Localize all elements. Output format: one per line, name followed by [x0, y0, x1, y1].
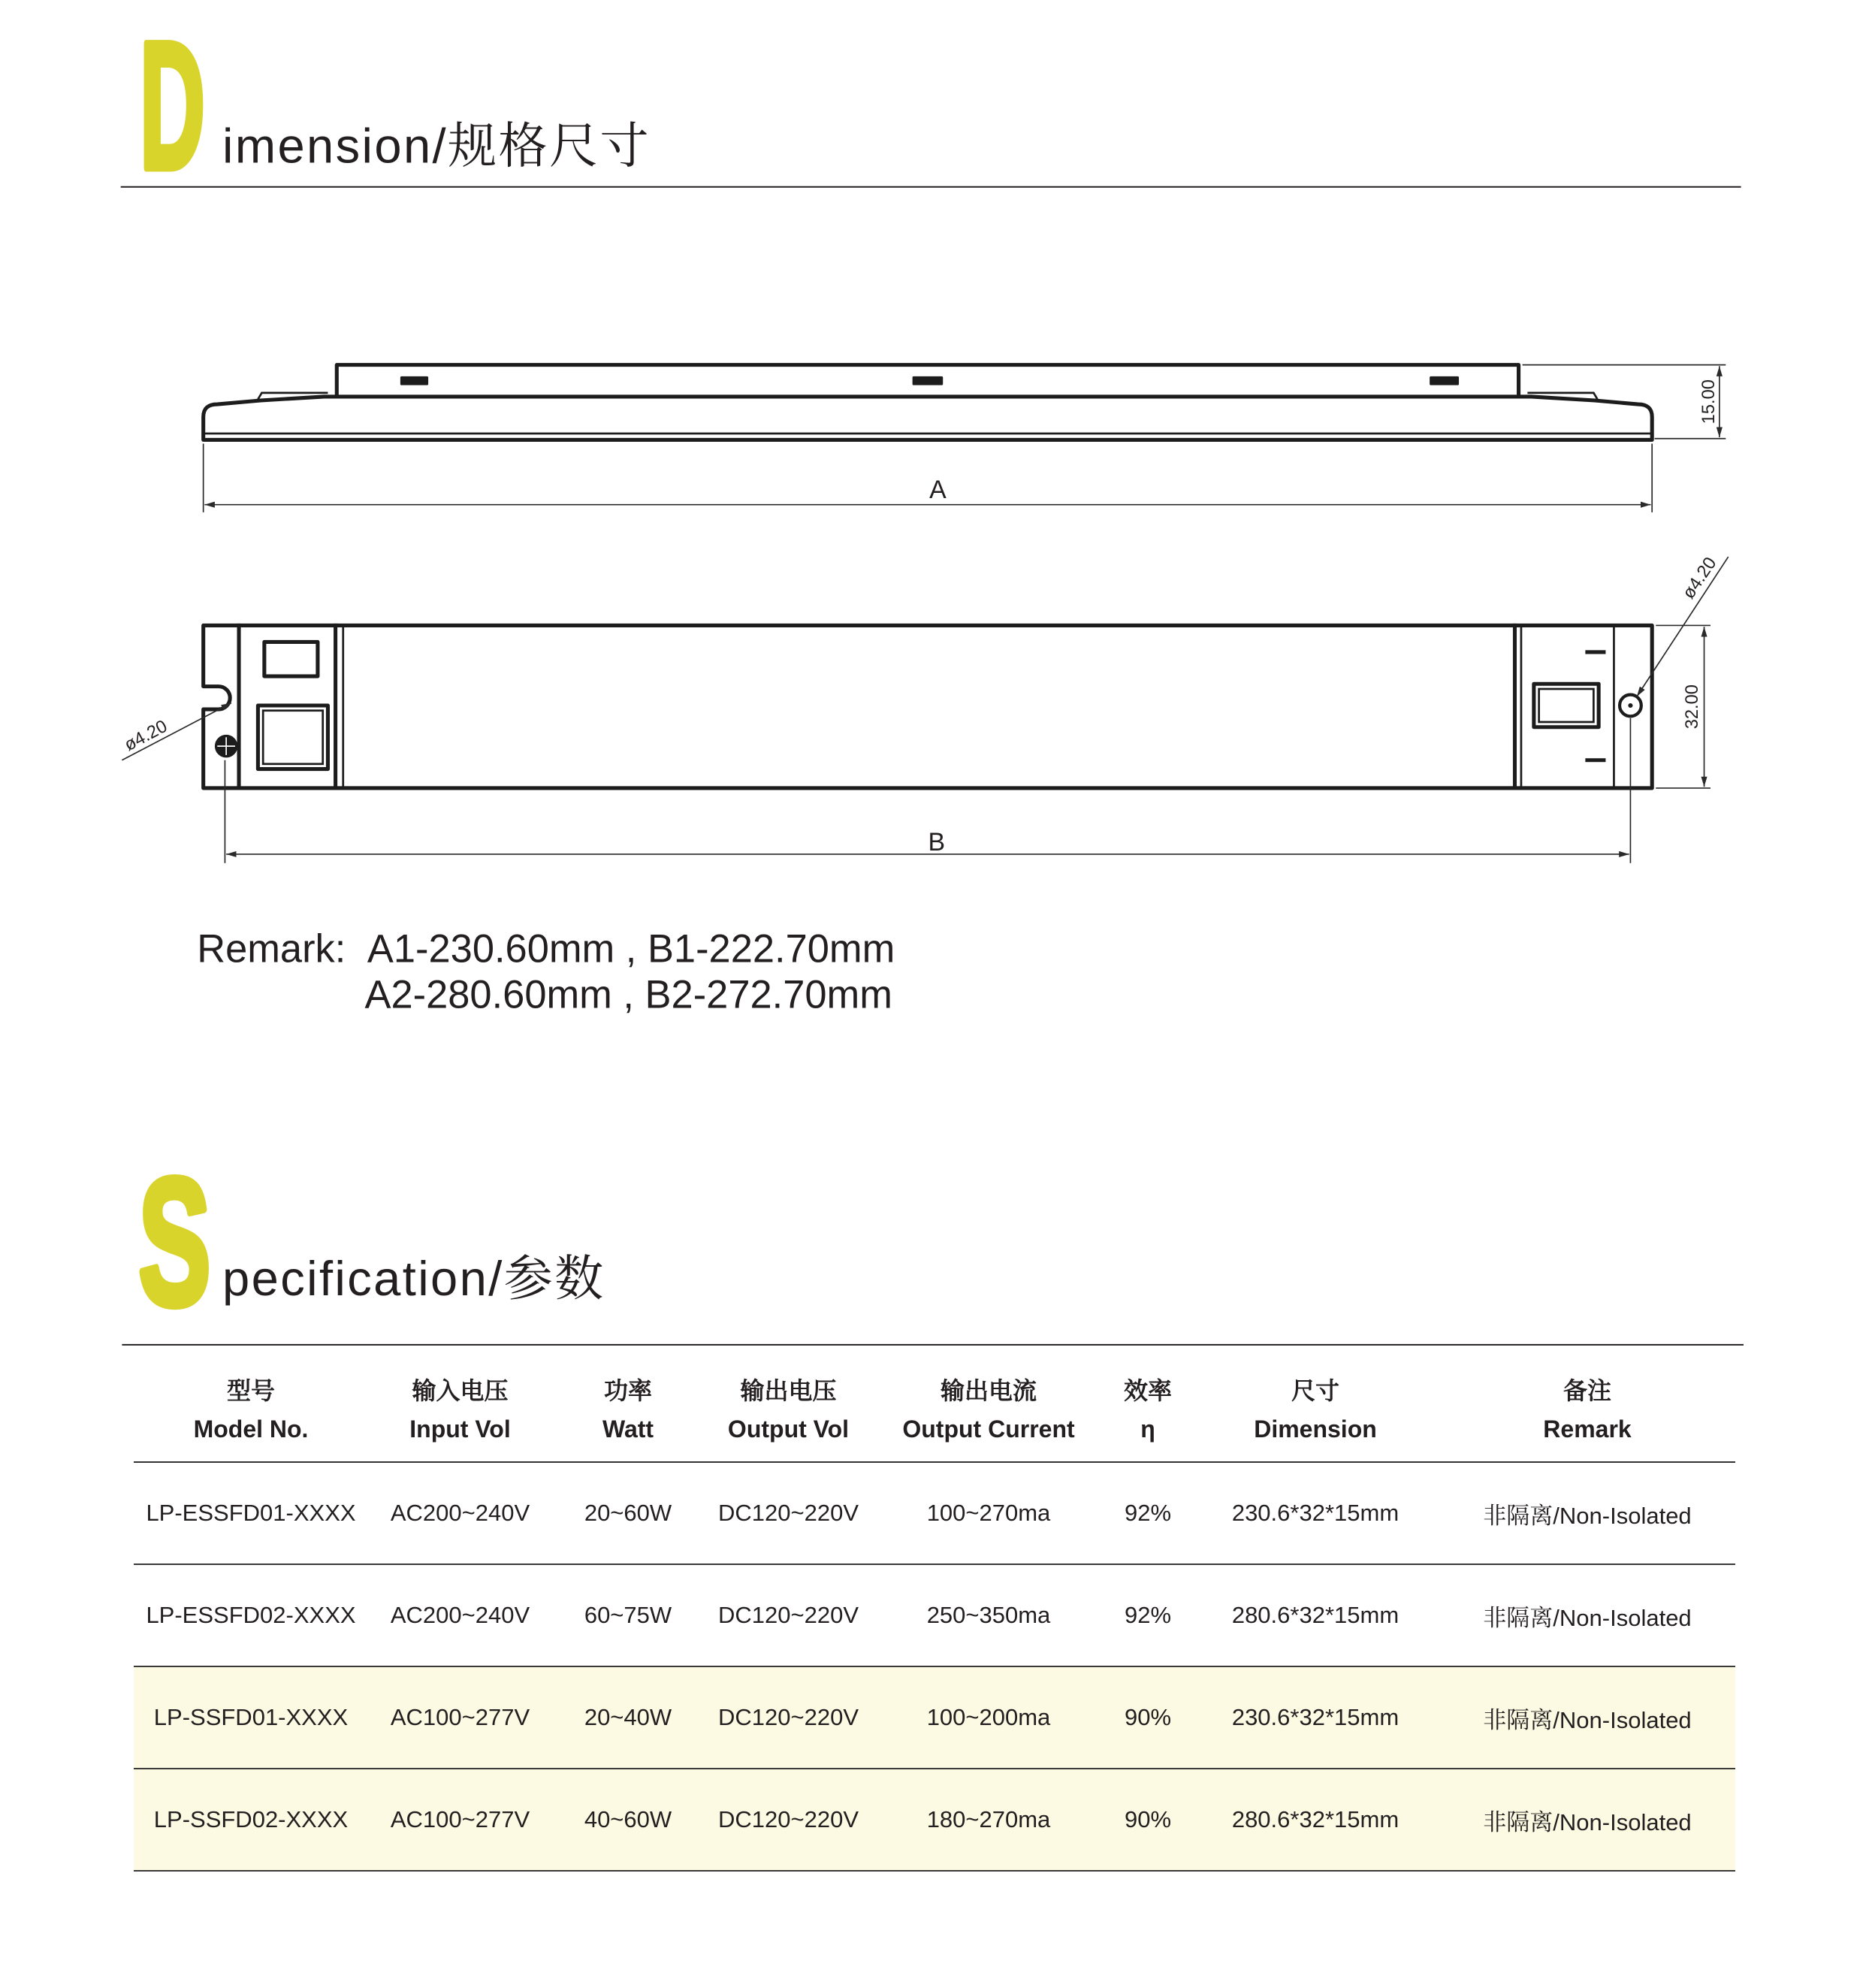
header-dimension: [1191, 1346, 1439, 1462]
cell-output-current: 250~350ma: [873, 1564, 1104, 1666]
header-output-vol: [704, 1346, 873, 1462]
dim-width-label: 32.00: [1683, 684, 1703, 730]
right-hole-label: ø4.20: [1679, 554, 1721, 603]
table-row: [134, 1564, 1735, 1666]
cell-dimension: 230.6*32*15mm: [1191, 1462, 1439, 1564]
cell-output-current: 100~270ma: [873, 1462, 1104, 1564]
cell-remark: 非隔离/Non-Isolated: [1439, 1462, 1735, 1564]
left-hole-label: ø4.20: [121, 716, 171, 756]
header-zh: 输入电压: [412, 1377, 509, 1404]
header-zh: 型号: [226, 1377, 275, 1404]
remark-line-2: A2-280.60mm , B2-272.70mm: [364, 973, 892, 1017]
specification-heading: pecification/参数: [222, 1250, 605, 1306]
side-view-slot-center: [913, 376, 944, 385]
right-cap-window-inner: [1539, 689, 1594, 722]
cell-watt: 40~60W: [552, 1769, 704, 1871]
header-row: [134, 1346, 1735, 1462]
table-row: [134, 1666, 1735, 1769]
cell-efficiency: 90%: [1104, 1769, 1191, 1871]
cell-efficiency: 92%: [1104, 1564, 1191, 1666]
header-efficiency: [1104, 1346, 1191, 1462]
cell-model: LP-ESSFD01-XXXX: [134, 1462, 368, 1564]
cell-output-vol: DC120~220V: [704, 1769, 873, 1871]
top-view-outline: [204, 625, 1653, 788]
specification-initial-letter: S: [138, 1141, 211, 1343]
header-watt: [552, 1346, 704, 1462]
header-zh: 尺寸: [1291, 1377, 1339, 1404]
header-en: Remark: [1543, 1415, 1632, 1443]
cell-output-current: 100~200ma: [873, 1666, 1104, 1769]
header-en: Watt: [602, 1415, 654, 1443]
cell-efficiency: 90%: [1104, 1666, 1191, 1769]
header-remark: [1439, 1346, 1735, 1462]
cell-input-vol: AC200~240V: [368, 1462, 552, 1564]
cell-output-vol: DC120~220V: [704, 1564, 873, 1666]
top-view-drawing: [121, 554, 1728, 863]
side-view-slot-right: [1430, 376, 1459, 385]
dimension-initial-letter: D: [140, 5, 205, 207]
remark-label: Remark:: [197, 927, 346, 971]
left-cap-large-window-inner: [263, 711, 323, 764]
cell-output-vol: DC120~220V: [704, 1666, 873, 1769]
header-output-current: [873, 1346, 1104, 1462]
side-view-drawing: [204, 365, 1726, 512]
header-model: [134, 1346, 368, 1462]
cell-model: LP-ESSFD02-XXXX: [134, 1564, 368, 1666]
cell-remark: 非隔离/Non-Isolated: [1439, 1564, 1735, 1666]
header-zh: 功率: [603, 1377, 652, 1404]
header-en: Dimension: [1254, 1415, 1377, 1443]
dim-b-label: B: [928, 827, 946, 857]
cell-model: LP-SSFD02-XXXX: [134, 1769, 368, 1871]
cell-model: LP-SSFD01-XXXX: [134, 1666, 368, 1769]
cell-input-vol: AC200~240V: [368, 1564, 552, 1666]
cell-watt: 20~40W: [552, 1666, 704, 1769]
table-row: [134, 1462, 1735, 1564]
specification-table: [134, 1346, 1735, 1872]
left-cap-small-window: [264, 642, 318, 676]
cell-output-vol: DC120~220V: [704, 1462, 873, 1564]
header-input-vol: [368, 1346, 552, 1462]
remark-line-1: A1-230.60mm , B1-222.70mm: [367, 927, 895, 971]
header-en: Model No.: [193, 1415, 309, 1443]
cell-input-vol: AC100~277V: [368, 1769, 552, 1871]
table-body: [134, 1462, 1735, 1871]
cell-efficiency: 92%: [1104, 1462, 1191, 1564]
header-zh: 输出电压: [740, 1377, 837, 1404]
cell-watt: 60~75W: [552, 1564, 704, 1666]
side-view-slot-left: [400, 376, 428, 385]
cell-input-vol: AC100~277V: [368, 1666, 552, 1769]
cell-dimension: 230.6*32*15mm: [1191, 1666, 1439, 1769]
header-en: Output Vol: [727, 1415, 850, 1443]
remark-block: [197, 928, 895, 1017]
table-row: [134, 1769, 1735, 1871]
dimension-heading: imension/规格尺寸: [222, 118, 651, 174]
dim-a-label: A: [929, 476, 947, 505]
right-mounting-hole-center: [1628, 703, 1632, 708]
cell-remark: 非隔离/Non-Isolated: [1439, 1666, 1735, 1769]
table-header: [134, 1346, 1735, 1462]
header-zh: 备注: [1563, 1377, 1611, 1404]
header-zh: 输出电流: [940, 1377, 1037, 1404]
right-cap-window: [1534, 684, 1599, 727]
cell-dimension: 280.6*32*15mm: [1191, 1564, 1439, 1666]
header-en: η: [1140, 1415, 1155, 1443]
cell-dimension: 280.6*32*15mm: [1191, 1769, 1439, 1871]
header-zh: 效率: [1123, 1377, 1172, 1404]
cell-remark: 非隔离/Non-Isolated: [1439, 1769, 1735, 1871]
header-en: Output Current: [902, 1415, 1075, 1443]
left-cap-large-window: [258, 705, 328, 769]
cell-watt: 20~60W: [552, 1462, 704, 1564]
dim-height-label: 15.00: [1699, 379, 1720, 424]
cell-output-current: 180~270ma: [873, 1769, 1104, 1871]
header-en: Input Vol: [409, 1415, 511, 1443]
